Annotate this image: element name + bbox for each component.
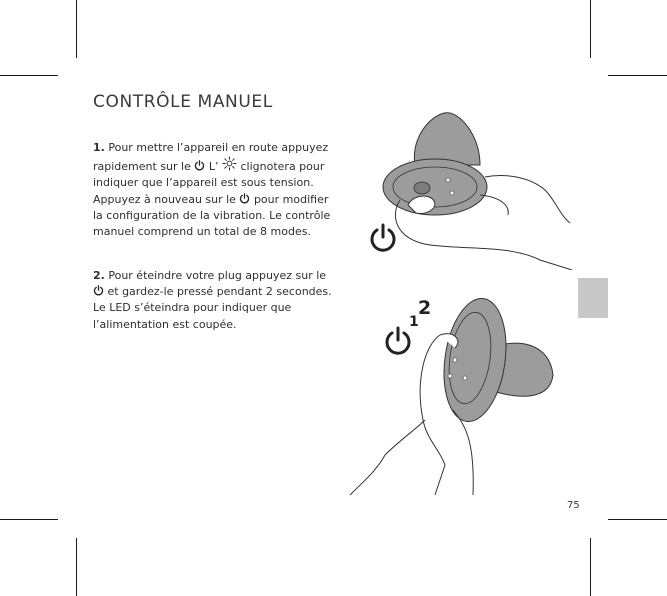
instruction-step-2: 2. Pour éteindre votre plug appuyez sur le et gardez-le pressé pendant 2 secondes. Le LED s’éteindra pour indiquer que l’alimentation est coupée. bbox=[93, 269, 332, 331]
crop-mark bbox=[76, 538, 77, 596]
count-label-1: 1 bbox=[409, 314, 419, 330]
count-label-2: 2 bbox=[418, 297, 432, 319]
page-number: 75 bbox=[567, 500, 580, 511]
device-base bbox=[437, 294, 514, 425]
power-icon bbox=[93, 285, 104, 296]
crop-mark bbox=[0, 75, 58, 76]
illustration-power-on bbox=[360, 105, 575, 270]
crop-mark bbox=[590, 0, 591, 58]
hand bbox=[420, 335, 445, 495]
page-title: CONTRÔLE MANUEL bbox=[93, 92, 273, 112]
step-number: 2. bbox=[93, 269, 105, 282]
crop-mark bbox=[608, 75, 667, 76]
crop-mark bbox=[0, 519, 58, 520]
device-bulb bbox=[414, 113, 480, 165]
crop-mark bbox=[608, 519, 667, 520]
power-icon bbox=[239, 193, 250, 204]
sun-led-icon bbox=[222, 156, 237, 171]
power-icon bbox=[194, 160, 205, 171]
chapter-tab bbox=[578, 278, 608, 318]
power-icon bbox=[387, 328, 409, 353]
crop-mark bbox=[590, 538, 591, 596]
step-number: 1. bbox=[93, 141, 105, 154]
instruction-step-1: 1. Pour mettre l’appareil en route appuyez rapidement sur le L’ clignotera pour indiquer que l’appareil est sous tension. Appuyez à nouveau sur le pour modifier la configuration de la vibration. Le contrôle manuel comprend un total de 8 modes. bbox=[93, 141, 331, 239]
power-icon bbox=[372, 225, 394, 250]
crop-mark bbox=[76, 0, 77, 58]
illustration-power-off bbox=[345, 290, 565, 500]
